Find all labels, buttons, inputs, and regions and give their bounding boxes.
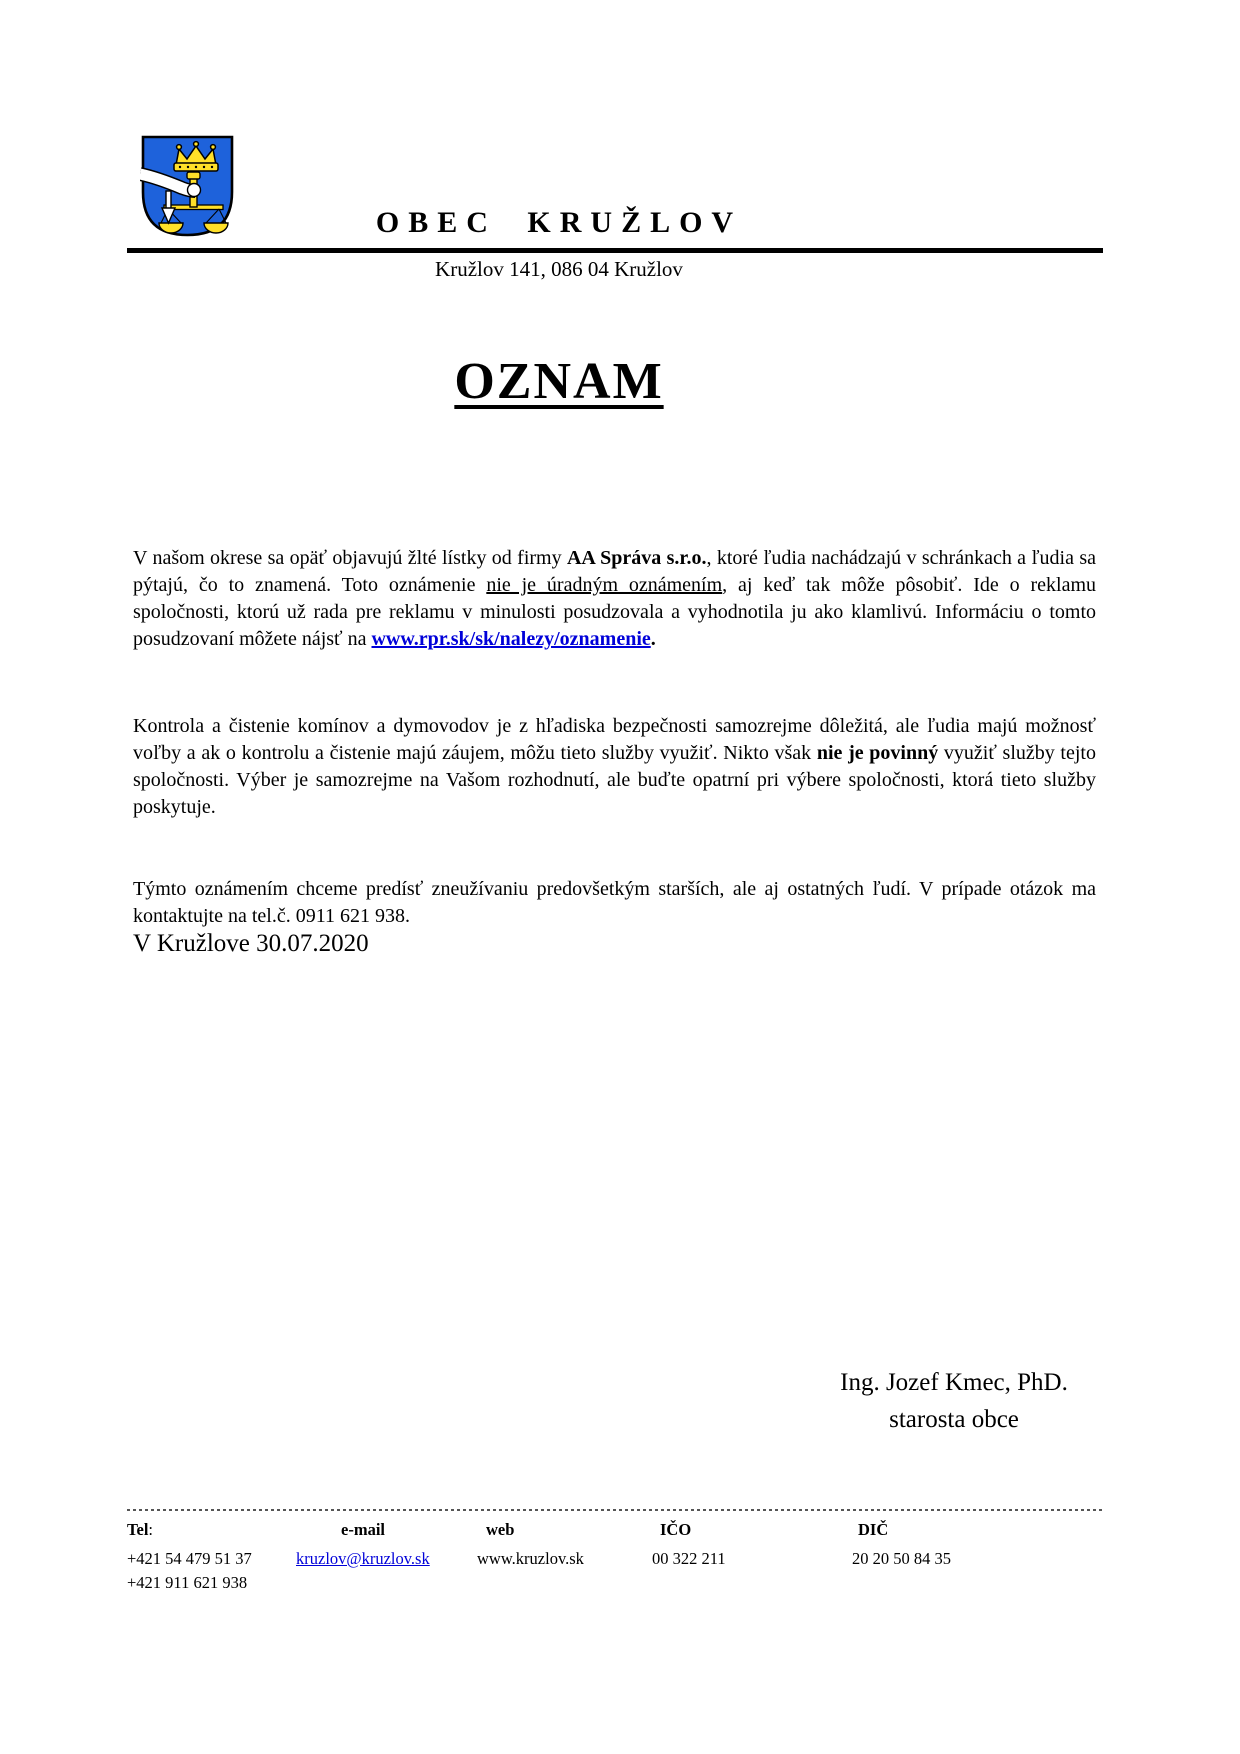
footer-label-web: web (486, 1520, 515, 1539)
signatory-role: starosta obce (889, 1406, 1019, 1433)
p2-text-1: Kontrola a čistenie komínov a dymovodov je z hľadiska bezpečnosti samozrejme dôležitá, ale ľudia majú možnosť voľby a ak o kontrolu a čistenie majú záujem, môžu tieto služby využiť. Nikto však (133, 715, 1096, 764)
footer-tel-value-2: +421 911 621 938 (127, 1573, 248, 1592)
document-body (133, 545, 1096, 957)
footer-col-ico (652, 1518, 852, 1595)
p1-text-3: , aj keď tak môže pôsobiť. Ide o reklamu spoločnosti, ktorú už rada pre reklamu v minulosti posudzovala a vyhodnotila ju ako klamlivú. Informáciu o tomto posudzovaní môžete nájsť na (133, 574, 1097, 650)
header-rule (127, 248, 1103, 253)
org-name: OBEC KRUŽLOV (375, 206, 743, 239)
email-link[interactable]: kruzlov@kruzlov.sk (296, 1549, 430, 1568)
paragraph-3: Týmto oznámením chceme predísť zneužívaniu predovšetkým starších, ale aj ostatných ľudí. V prípade otázok ma kontaktujte na tel.č. 0911 621 938. (133, 878, 1096, 927)
footer-divider (127, 1509, 1105, 1511)
footer-dic-value: 20 20 50 84 35 (852, 1549, 951, 1568)
p1-text-2: , ktoré ľudia nachádzajú v schránkach a ľudia sa pýtajú, čo to znamená. Toto oznámenie (133, 547, 1097, 596)
signature-block (808, 1364, 1100, 1438)
footer-label-tel-colon: : (148, 1520, 153, 1539)
document-title (133, 352, 985, 411)
footer-label-tel-text: Tel (127, 1520, 149, 1539)
document-title-text: OZNAM (454, 353, 664, 410)
p1-text-1: V našom okrese sa opäť objavujú žlté lístky od firmy (133, 547, 567, 569)
footer-label-dic: DIČ (858, 1520, 889, 1539)
paragraph-1 (133, 545, 1096, 653)
p1-underlined-phrase: nie je úradným oznámením (486, 574, 723, 596)
p1-final-period: . (650, 628, 656, 650)
footer-grid (127, 1518, 1105, 1595)
footer-email-values (296, 1547, 477, 1571)
rpr-link[interactable]: www.rpr.sk/sk/nalezy/oznamenie (371, 628, 651, 650)
footer (127, 1509, 1105, 1595)
footer-col-dic (852, 1518, 1105, 1595)
org-address: Kružlov 141, 086 04 Kružlov (435, 257, 683, 281)
paragraph-2 (133, 713, 1096, 821)
signatory-name: Ing. Jozef Kmec, PhD. (840, 1369, 1068, 1396)
p2-bold-phrase: nie je povinný (816, 742, 939, 764)
p1-company-bold: AA Správa s.r.o. (566, 547, 707, 569)
footer-ico-value: 00 322 211 (652, 1549, 726, 1568)
p2-text-2: využiť služby tejto spoločnosti. Výber je samozrejme na Vašom rozhodnutí, ale buďte opatrní pri výbere spoločnosti, ktorá tieto služby poskytuje. (133, 742, 1096, 818)
footer-tel-values (127, 1547, 296, 1595)
footer-col-web (477, 1518, 652, 1595)
footer-col-tel (127, 1518, 296, 1595)
footer-web-value: www.kruzlov.sk (477, 1549, 584, 1568)
footer-label-tel (127, 1518, 296, 1542)
footer-label-email: e-mail (341, 1520, 385, 1539)
footer-label-ico: IČO (660, 1520, 692, 1539)
date-line: V Kružlove 30.07.2020 (133, 930, 369, 957)
footer-col-email (296, 1518, 477, 1595)
footer-tel-value-1: +421 54 479 51 37 (127, 1549, 252, 1568)
